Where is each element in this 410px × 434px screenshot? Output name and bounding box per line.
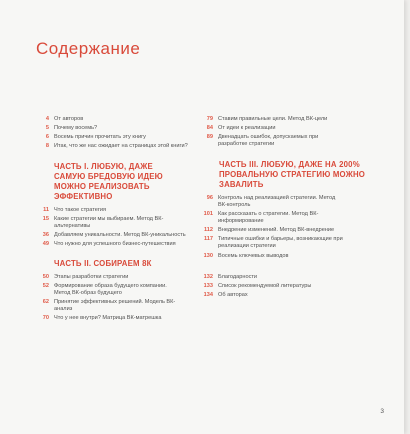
toc-entry	[197, 283, 375, 290]
toc-page-number: 49	[42, 241, 49, 247]
toc-page-number: 4	[45, 116, 49, 122]
toc-page-number: 112	[203, 227, 213, 233]
toc-entry-title: Что нужно для успешного бизнес-путешествия	[54, 241, 176, 247]
toc-entry	[197, 211, 375, 225]
toc-page-number: 8	[45, 143, 49, 149]
toc-page-number: 52	[42, 283, 49, 289]
toc-entry-title: От идеи к реализации	[218, 125, 276, 131]
toc-entry-title: Двенадцать ошибок, допускаемых при разработке стратегии	[218, 134, 319, 147]
toc-part-1-group	[32, 207, 192, 248]
toc-entry-title: Итак, что же нас ожидает на страницах этой книги?	[54, 143, 188, 149]
toc-entry	[197, 227, 375, 234]
toc-entry	[197, 134, 375, 148]
toc-entry	[32, 241, 192, 248]
toc-page-number: 50	[42, 274, 49, 280]
toc-entry	[197, 253, 375, 260]
toc-back-matter-group	[197, 274, 375, 299]
part-3-heading: ЧАСТЬ III. ЛЮБУЮ, ДАЖЕ НА 200% ПРОВАЛЬНУЮ СТРАТЕГИЮ МОЖНО ЗАВАЛИТЬ	[219, 160, 366, 189]
toc-part-2-continued-group	[197, 116, 375, 148]
toc-entry-title: Почему восемь?	[54, 125, 98, 131]
toc-page-number: 84	[206, 125, 213, 131]
toc-entry-title: Ставим правильные цели. Метод ВК-цели	[218, 116, 328, 122]
toc-entry	[197, 116, 375, 123]
part-1-heading: ЧАСТЬ I. ЛЮБУЮ, ДАЖЕ САМУЮ БРЕДОВУЮ ИДЕЮ МОЖНО РЕАЛИЗОВАТЬ ЭФФЕКТИВНО	[54, 162, 163, 201]
toc-entry-title: Этапы разработки стратегии	[54, 274, 129, 280]
toc-entry	[197, 195, 375, 209]
toc-entry-title: Какие стратегии мы выбираем. Метод ВК-альтернативы	[54, 216, 164, 229]
toc-entry	[32, 125, 192, 132]
toc-entry	[32, 232, 192, 239]
toc-entry-title: Внедрение изменений. Метод ВК-внедрение	[218, 227, 335, 233]
toc-page-number: 62	[42, 299, 49, 305]
toc-page-number: 15	[42, 216, 49, 222]
toc-entry-title: Восемь ключевых выводов	[218, 253, 289, 259]
toc-intro-group	[32, 116, 192, 150]
toc-entry	[32, 315, 192, 322]
toc-part-3-group	[197, 195, 375, 260]
toc-entry	[197, 236, 375, 250]
toc-page-number: 134	[203, 292, 213, 298]
toc-entry-title: Принятие эффективных решений. Модель ВК-анализ	[54, 299, 176, 312]
toc-page-number: 11	[43, 207, 49, 213]
toc-entry-title: Как рассказать о стратегии. Метод ВК-информирование	[218, 211, 319, 224]
toc-entry-title: Восемь причин прочитать эту книгу	[54, 134, 146, 140]
toc-entry-title: Контроль над реализацией стратегии. Метод ВК-контроль	[218, 195, 336, 208]
page-title: Содержание	[36, 39, 141, 58]
toc-entry	[32, 116, 192, 123]
toc-left-column	[32, 116, 192, 324]
toc-entry	[197, 292, 375, 299]
toc-entry-title: Добавляем уникальности. Метод ВК-уникальность	[54, 232, 186, 238]
toc-page-number: 79	[206, 116, 213, 122]
toc-part-2-group	[32, 274, 192, 322]
toc-page-number: 133	[203, 283, 213, 289]
toc-entry-title: От авторов	[54, 116, 84, 122]
toc-page-number: 89	[206, 134, 213, 140]
toc-entry	[197, 274, 375, 281]
toc-entry	[32, 143, 192, 150]
toc-entry-title: Что такое стратегия	[54, 207, 107, 213]
toc-entry	[197, 125, 375, 132]
page-number: 3	[380, 408, 384, 415]
toc-page-number: 130	[203, 253, 213, 259]
toc-entry	[32, 283, 192, 297]
toc-page-number: 70	[42, 315, 49, 321]
toc-page-number: 132	[203, 274, 213, 280]
toc-entry	[32, 216, 192, 230]
toc-page-number: 6	[45, 134, 49, 140]
toc-page-number: 5	[45, 125, 49, 131]
toc-entry	[32, 274, 192, 281]
toc-right-column	[197, 116, 375, 301]
toc-page-number: 36	[42, 232, 49, 238]
toc-page-number: 117	[203, 236, 213, 242]
toc-entry-title: Благодарности	[218, 274, 258, 280]
toc-page-number: 101	[203, 211, 213, 217]
toc-entry-title: Что у нее внутри? Матрица ВК-матрешка	[54, 315, 162, 321]
toc-entry-title: Типичные ошибки и барьеры, возникающие при реализации стратегии	[218, 236, 343, 249]
toc-entry-title: Список рекомендуемой литературы	[218, 283, 312, 289]
toc-entry-title: Формирование образа будущего компании. Метод ВК-образ будущего	[54, 283, 167, 296]
toc-entry	[32, 207, 192, 214]
toc-entry	[32, 299, 192, 313]
toc-page-number: 96	[206, 195, 213, 201]
part-2-heading: ЧАСТЬ II. СОБИРАЕМ 8К	[54, 259, 152, 268]
toc-entry	[32, 134, 192, 141]
toc-entry-title: Об авторах	[218, 292, 248, 298]
